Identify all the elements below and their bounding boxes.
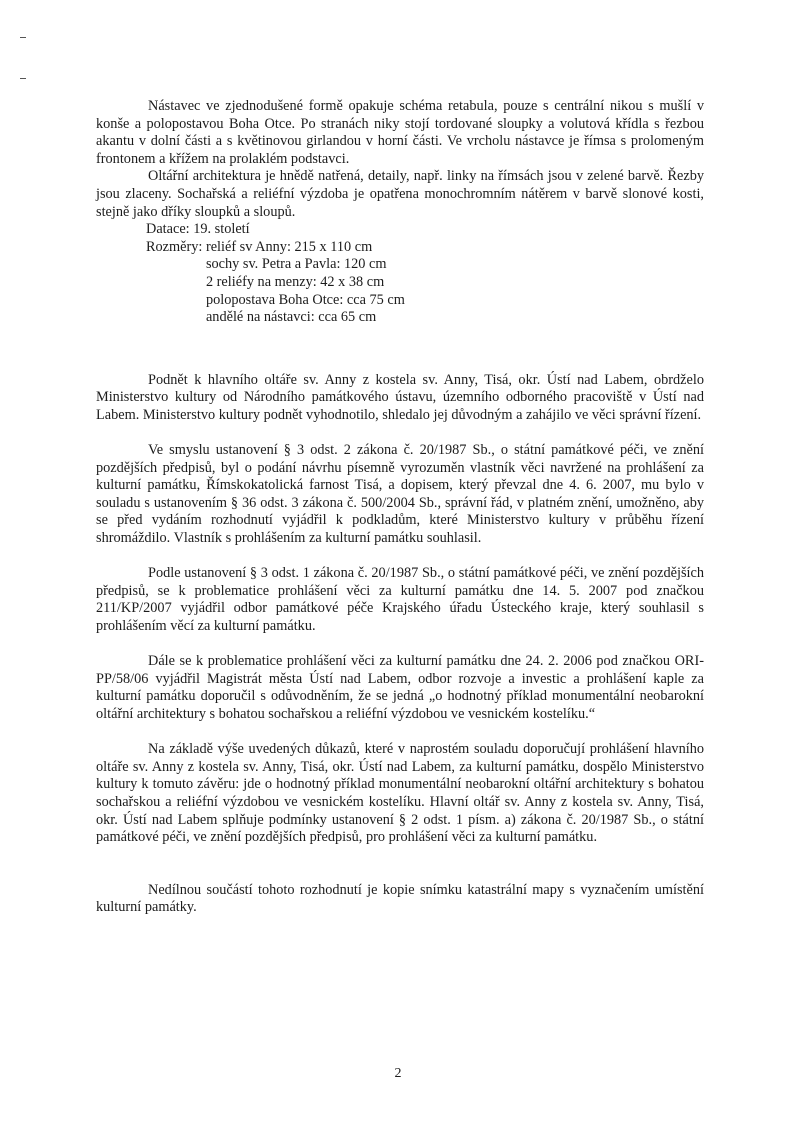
dimension-item: sochy sv. Petra a Pavla: 120 cm: [205, 256, 387, 273]
margin-mark: [20, 78, 26, 79]
document-body: [96, 98, 704, 917]
dimensions-block: [96, 239, 704, 327]
dimension-item: polopostava Boha Otce: cca 75 cm: [205, 291, 405, 308]
dimension-item: 2 reliéfy na menzy: 42 x 38 cm: [205, 273, 385, 290]
margin-mark: [20, 37, 26, 38]
paragraph-oltarni-architektura: Oltářní architektura je hnědě natřená, detaily, např. linky na římsách jsou v zelené barvě. Řezby jsou zlaceny. Sochařská a reliéfní výzdoba je opatřena monochromním nátěrem v barvě slonové kosti, stejně jako dříky sloupků a sloupů.: [96, 168, 704, 220]
dimension-item: andělé na nástavci: cca 65 cm: [205, 309, 377, 326]
dimensions-list: [206, 239, 405, 327]
dimension-item: reliéf sv Anny: 215 x 110 cm: [205, 238, 373, 255]
paragraph-ve-smyslu: Ve smyslu ustanovení § 3 odst. 2 zákona č. 20/1987 Sb., o státní památkové péči, ve znění pozdějších předpisů, byl o podání návrhu písemně vyrozuměn vlastník věci navržené na prohlášení za kulturní památku, Římskokatolická farnost Tisá, a dopisem, který převzal dne 4. 6. 2007, mu bylo v souladu s ustanovením § 36 odst. 3 zákona č. 500/2004 Sb., správní řád, v platném znění, umožněno, aby se před vydáním rozhodnutí vyjádřil k podkladům, které Ministerstvo kultury v průběhu řízení shromáždilo. Vlastník s prohlášením za kulturní památku souhlasil.: [96, 442, 704, 547]
page-number: 2: [394, 1066, 402, 1081]
paragraph-podnet: Podnět k hlavního oltáře sv. Anny z kostela sv. Anny, Tisá, okr. Ústí nad Labem, obrdželo Ministerstvo kultury od Národního památkového ústavu, územního odborného pracoviště v Ústí nad Labem. Ministerstvo kultury podnět vyhodnotilo, shledalo jej důvodným a zahájilo ve věci správní řízení.: [96, 371, 704, 423]
paragraph-podle-ustanoveni: Podle ustanovení § 3 odst. 1 zákona č. 20/1987 Sb., o státní památkové péči, ve znění pozdějších předpisů, se k problematice prohlášení věci za kulturní památku dne 14. 5. 2007 pod značkou 211/KP/2007 vyjádřil odbor památkové péče Krajského úřadu Ústeckého kraje, který souhlasil s prohlášením věcí za kulturní památku.: [96, 565, 704, 635]
dimensions-label: Rozměry:: [146, 238, 206, 255]
paragraph-nastavec: Nástavec ve zjednodušené formě opakuje schéma retabula, pouze s centrální nikou s mušlí v konše a polopostavou Boha Otce. Po stranách niky stojí tordované sloupky a volutová křídla s řezbou akantu v dolní části a s květinovou girlandou v horní části. Ve vrcholu nástavce je římsa s prolomeným frontonem a křížem na prolaklém podstavci.: [96, 98, 704, 167]
dating-line: Datace: 19. století: [146, 221, 250, 238]
paragraph-na-zaklade: Na základě výše uvedených důkazů, které v naprostém souladu doporučují prohlášení hlavního oltáře sv. Anny z kostela sv. Anny, Tisá, okr. Ústí nad Labem, za kulturní památku, dospělo Ministerstvo kultury k tomuto závěru: jde o hodnotný příklad monumentální neobarokní oltářní architektury s bohatou sochařskou a reliéfní výzdobou ve vesnickém kostelíku. Hlavní oltář sv. Anny z kostela sv. Anny, Tisá, okr. Ústí nad Labem splňuje podmínky ustanovení § 2 odst. 1 písm. a) zákona č. 20/1987 Sb., o státní památkové péči, ve znění pozdějších předpisů, pro prohlášení věci za kulturní památku.: [96, 741, 704, 846]
paragraph-dale-se: Dále se k problematice prohlášení věci za kulturní památku dne 24. 2. 2006 pod značkou ORI-PP/58/06 vyjádřil Magistrát města Ústí nad Labem, odbor rozvoje a investic a prohlášení kaple za kulturní památku doporučil s odůvodněním, že se jedná „o hodnotný příklad monumentální neobarokní oltářní architektury s bohatou sochařskou a reliéfní výzdobou ve vesnickém kostelíku.“: [96, 653, 704, 722]
paragraph-nedilnou: Nedílnou součástí tohoto rozhodnutí je kopie snímku katastrální mapy s vyznačením umístění kulturní památky.: [96, 881, 704, 916]
